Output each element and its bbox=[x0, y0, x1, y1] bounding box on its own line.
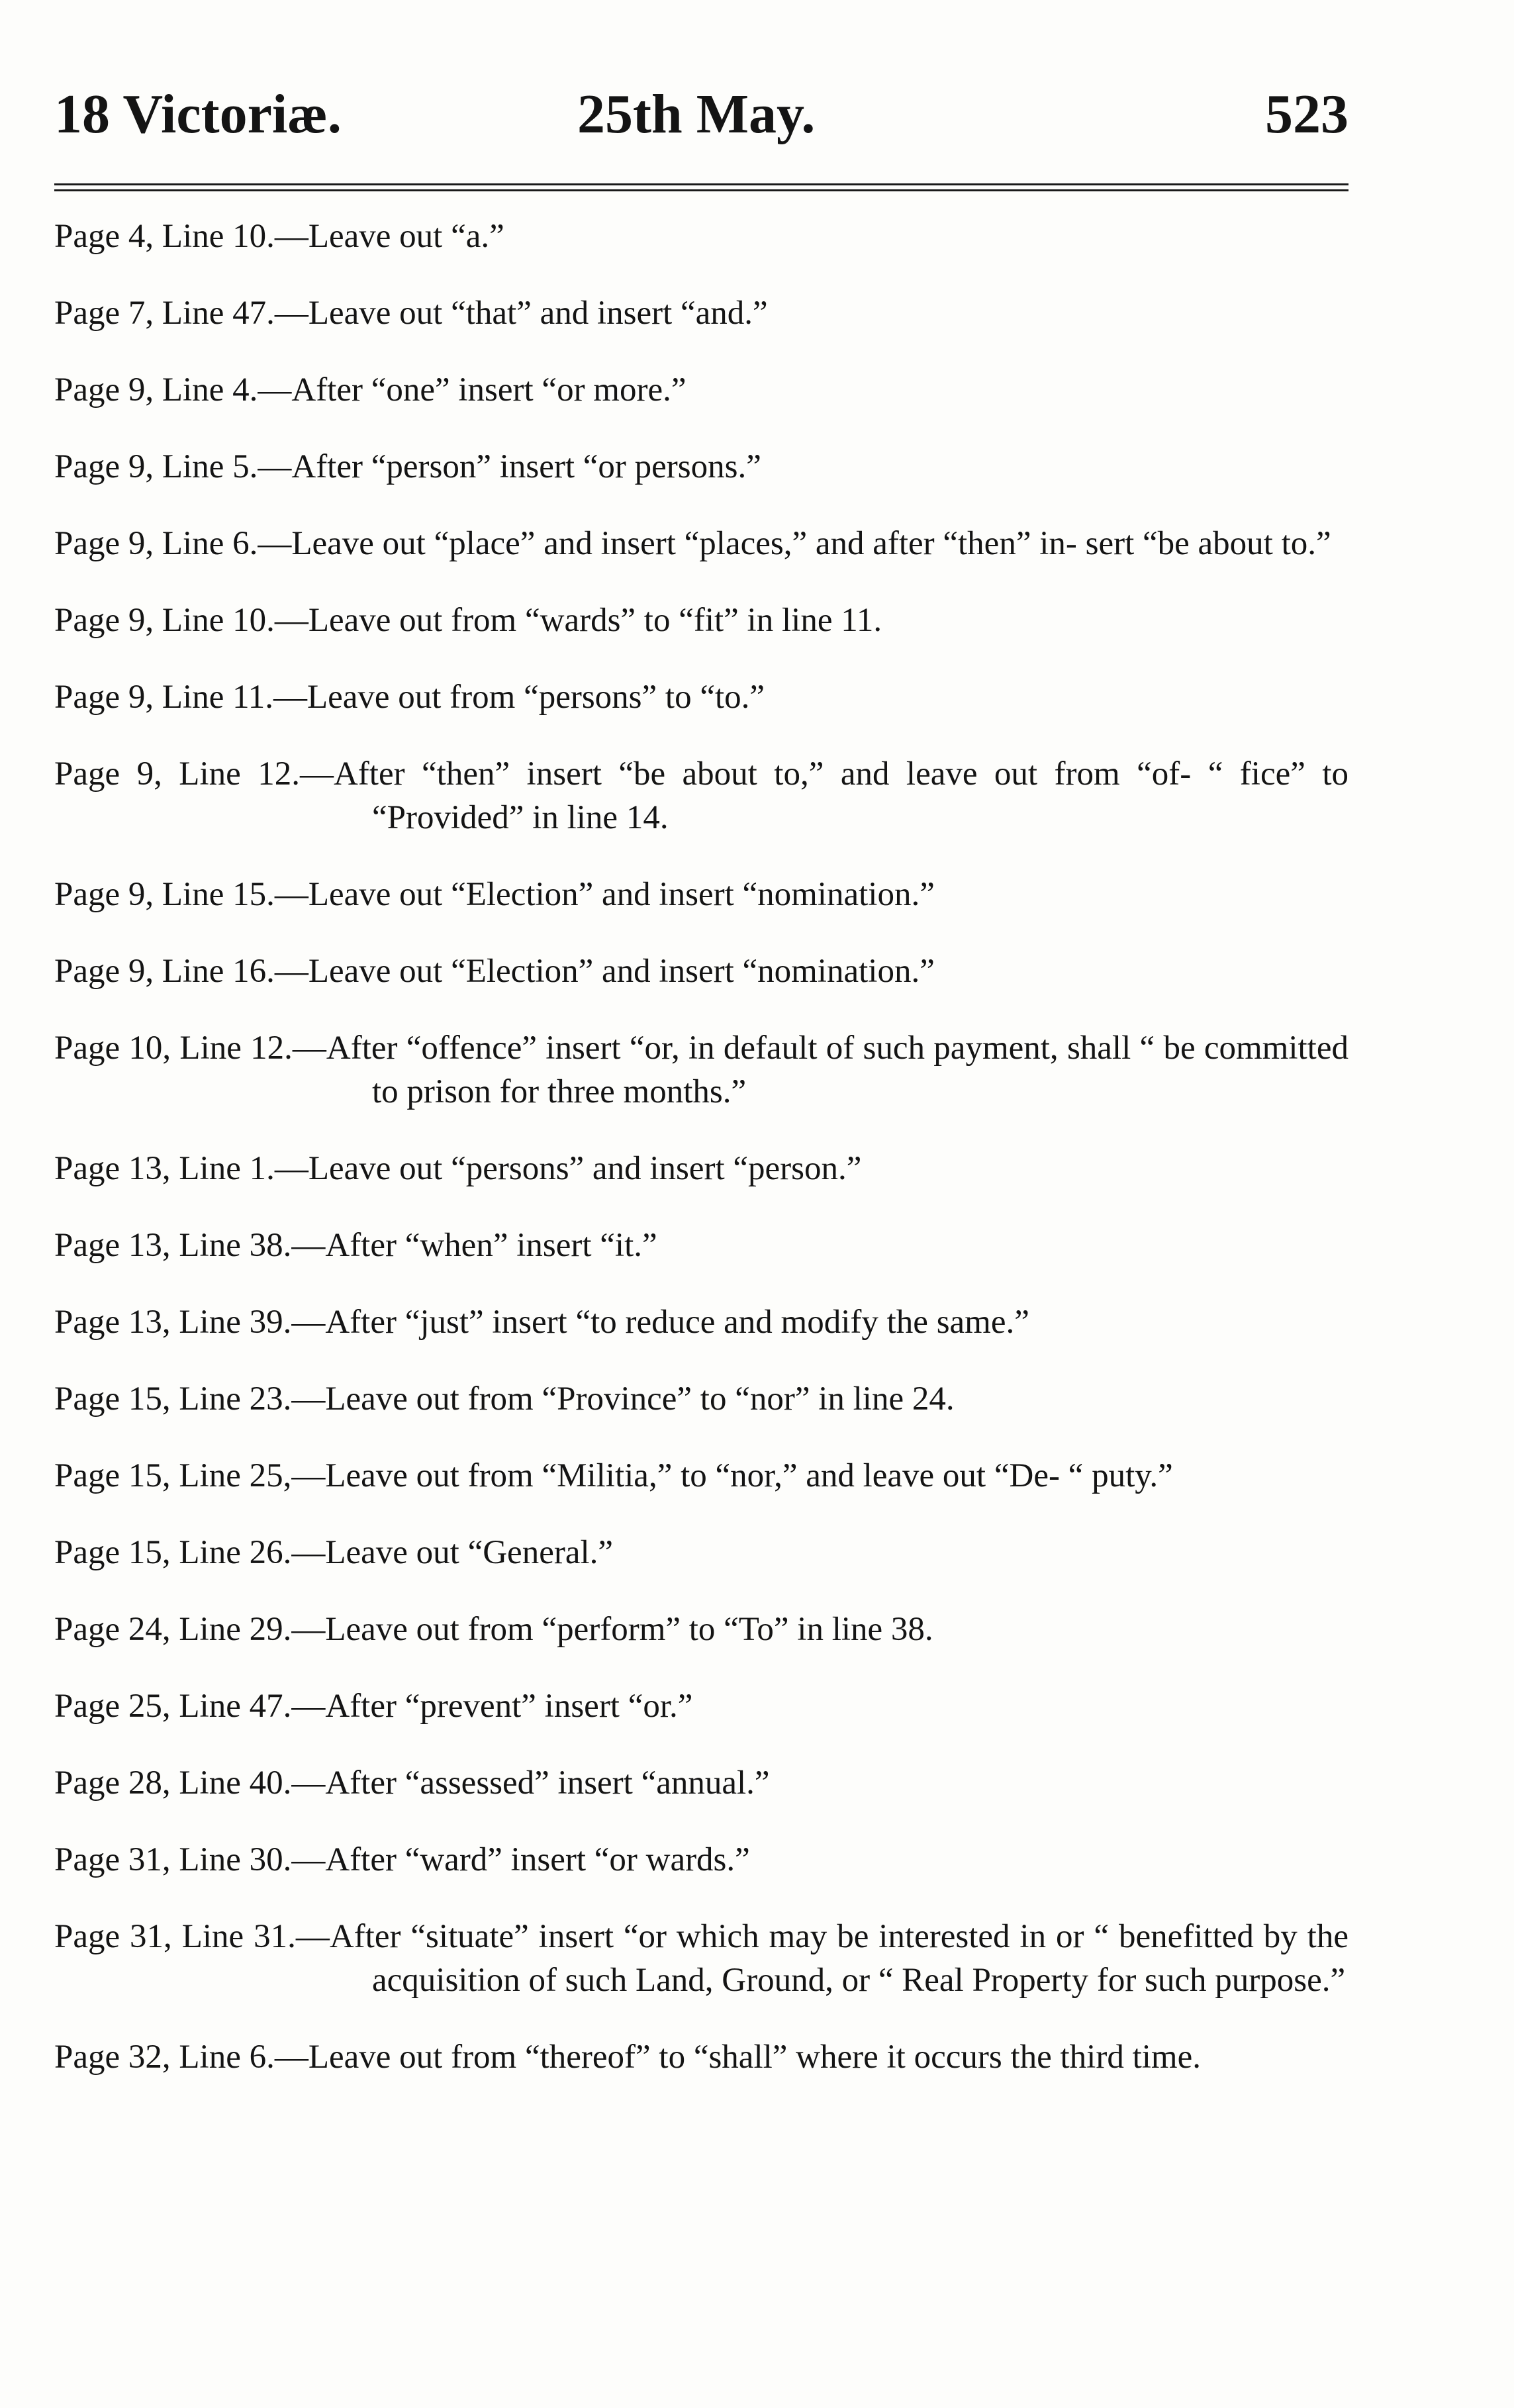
amendment-entry bbox=[54, 873, 1348, 916]
amendment-entry bbox=[54, 1915, 1348, 2002]
amendment-text: —After “person” insert “or persons.” bbox=[258, 448, 761, 485]
amendment-text: —Leave out from “wards” to “fit” in line 11. bbox=[274, 602, 882, 639]
amendment-entry bbox=[54, 675, 1348, 719]
amendment-text: —Leave out “a.” bbox=[274, 218, 504, 255]
amendment-reference: Page 9, Line 12. bbox=[54, 755, 300, 793]
amendment-reference: Page 32, Line 6. bbox=[54, 2039, 275, 2076]
amendment-entry bbox=[54, 1147, 1348, 1190]
amendment-text: —Leave out from “Militia,” to “nor,” and leave out “De- “ puty.” bbox=[291, 1457, 1173, 1494]
amendment-entry bbox=[54, 445, 1348, 489]
amendment-reference: Page 31, Line 31. bbox=[54, 1918, 296, 1955]
amendment-text: —After “ward” insert “or wards.” bbox=[291, 1841, 750, 1878]
amendment-reference: Page 13, Line 38. bbox=[54, 1227, 292, 1264]
amendment-text: —Leave out from “thereof” to “shall” where it occurs the third time. bbox=[274, 2039, 1201, 2076]
amendment-entry bbox=[54, 215, 1348, 258]
amendment-entry bbox=[54, 1454, 1348, 1498]
amendment-entry bbox=[54, 599, 1348, 642]
amendment-text: —Leave out from “Province” to “nor” in line 24. bbox=[291, 1380, 955, 1418]
amendment-text: —Leave out “Election” and insert “nomination.” bbox=[274, 953, 935, 990]
amendment-reference: Page 31, Line 30. bbox=[54, 1841, 292, 1878]
amendment-text: —Leave out “persons” and insert “person.” bbox=[274, 1150, 862, 1187]
amendment-text: —After “then” insert “be about to,” and leave out from “of- “ fice” to “Provided” in line 14. bbox=[299, 755, 1348, 836]
amendment-reference: Page 15, Line 26. bbox=[54, 1534, 292, 1571]
amendment-text: —After “offence” insert “or, in default of such payment, shall “ be committed to prison for three months.” bbox=[292, 1030, 1348, 1110]
amendment-reference: Page 15, Line 23. bbox=[54, 1380, 292, 1418]
amendment-reference: Page 13, Line 39. bbox=[54, 1304, 292, 1341]
amendment-reference: Page 10, Line 12. bbox=[54, 1030, 293, 1067]
amendment-reference: Page 9, Line 11. bbox=[54, 679, 273, 716]
amendment-entry bbox=[54, 1761, 1348, 1805]
amendment-entry bbox=[54, 1224, 1348, 1267]
amendment-text: —Leave out “Election” and insert “nomination.” bbox=[274, 876, 935, 913]
amendment-reference: Page 28, Line 40. bbox=[54, 1764, 292, 1802]
amendment-text: —After “prevent” insert “or.” bbox=[291, 1688, 693, 1725]
amendment-entry bbox=[54, 368, 1348, 412]
amendment-text: —Leave out “place” and insert “places,” and after “then” in- sert “be about to.” bbox=[258, 525, 1331, 562]
page-header bbox=[54, 78, 1348, 151]
amendment-text: —Leave out “General.” bbox=[291, 1534, 614, 1571]
amendment-reference: Page 25, Line 47. bbox=[54, 1688, 292, 1725]
amendment-entry bbox=[54, 1684, 1348, 1728]
amendment-text: —Leave out “that” and insert “and.” bbox=[274, 295, 768, 332]
header-regnal-year: 18 Victoriæ. bbox=[54, 83, 342, 145]
amendments-list bbox=[54, 215, 1348, 2112]
amendment-entry bbox=[54, 522, 1348, 565]
amendment-entry bbox=[54, 1838, 1348, 1882]
amendment-text: —After “just” insert “to reduce and modify the same.” bbox=[291, 1304, 1029, 1341]
amendment-text: —Leave out from “perform” to “To” in line 38. bbox=[291, 1611, 933, 1648]
amendment-entry bbox=[54, 1377, 1348, 1421]
amendment-entry bbox=[54, 1608, 1348, 1651]
amendment-reference: Page 7, Line 47. bbox=[54, 295, 275, 332]
page-number: 523 bbox=[1265, 83, 1348, 145]
header-double-rule bbox=[54, 183, 1348, 191]
amendment-entry bbox=[54, 752, 1348, 840]
amendment-reference: Page 24, Line 29. bbox=[54, 1611, 292, 1648]
amendment-text: —After “assessed” insert “annual.” bbox=[291, 1764, 770, 1802]
amendment-reference: Page 9, Line 10. bbox=[54, 602, 275, 639]
amendment-reference: Page 9, Line 5. bbox=[54, 448, 258, 485]
amendment-entry bbox=[54, 2035, 1348, 2079]
amendment-text: —Leave out from “persons” to “to.” bbox=[273, 679, 765, 716]
amendment-entry bbox=[54, 1531, 1348, 1574]
amendment-reference: Page 4, Line 10. bbox=[54, 218, 275, 255]
amendment-entry bbox=[54, 949, 1348, 993]
amendment-reference: Page 15, Line 25, bbox=[54, 1457, 292, 1494]
amendment-reference: Page 9, Line 16. bbox=[54, 953, 275, 990]
document-page bbox=[54, 0, 1348, 2408]
amendment-reference: Page 13, Line 1. bbox=[54, 1150, 275, 1187]
amendment-reference: Page 9, Line 4. bbox=[54, 371, 258, 409]
amendment-text: —After “situate” insert “or which may be interested in or “ benefitted by the acquisition of such Land, Ground, or “ Real Property for such purpose.” bbox=[295, 1918, 1348, 1999]
amendment-reference: Page 9, Line 6. bbox=[54, 525, 258, 562]
amendment-text: —After “when” insert “it.” bbox=[291, 1227, 657, 1264]
amendment-reference: Page 9, Line 15. bbox=[54, 876, 275, 913]
amendment-entry bbox=[54, 1026, 1348, 1114]
header-date: 25th May. bbox=[577, 83, 816, 145]
amendment-entry bbox=[54, 291, 1348, 335]
amendment-text: —After “one” insert “or more.” bbox=[258, 371, 686, 409]
amendment-entry bbox=[54, 1300, 1348, 1344]
